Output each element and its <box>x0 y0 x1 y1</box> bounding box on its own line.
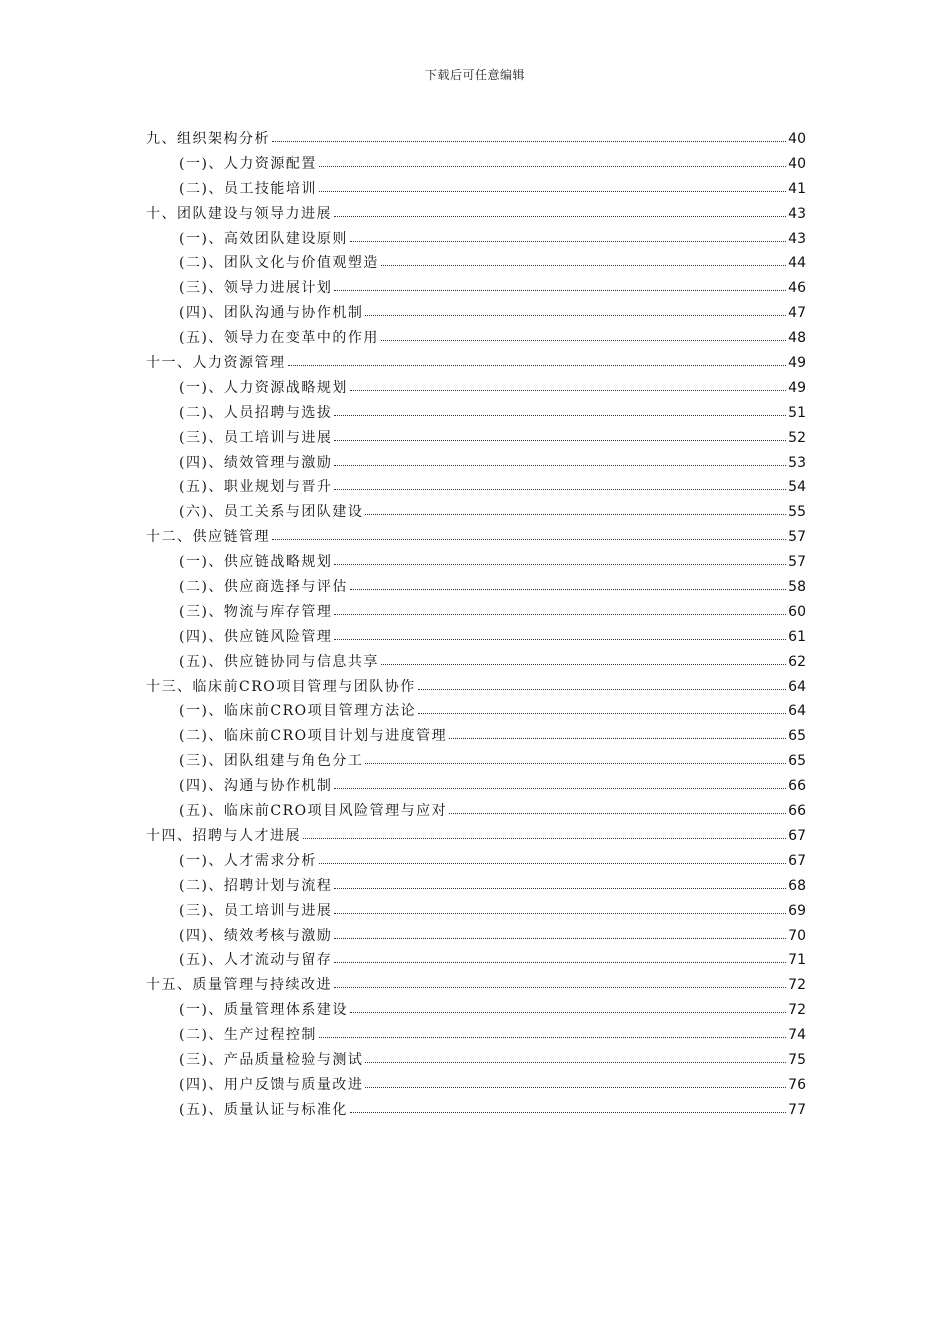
toc-page-number: 71 <box>788 952 806 969</box>
toc-entry-title: (四)、绩效考核与激励 <box>179 927 333 944</box>
toc-entry-title: (三)、员工培训与进展 <box>179 429 333 446</box>
dot-leader <box>334 563 786 565</box>
dot-leader <box>365 1086 786 1088</box>
toc-section-entry[interactable] <box>146 277 806 302</box>
toc-entry-title: (五)、供应链协同与信息共享 <box>179 653 379 670</box>
dot-leader <box>319 862 786 864</box>
toc-section-entry[interactable] <box>146 476 806 501</box>
toc-entry-title: (一)、临床前CRO项目管理方法论 <box>179 703 417 720</box>
toc-entry-title: (一)、人力资源战略规划 <box>179 379 348 396</box>
toc-section-entry[interactable] <box>146 576 806 601</box>
toc-section-entry[interactable] <box>146 153 806 178</box>
toc-section-entry[interactable] <box>146 925 806 950</box>
dot-leader <box>381 663 786 665</box>
toc-entry-title: (二)、员工技能培训 <box>179 180 317 197</box>
toc-page-number: 43 <box>788 230 806 247</box>
toc-entry-title: (三)、团队组建与角色分工 <box>179 753 364 770</box>
dot-leader <box>350 389 786 391</box>
dot-leader <box>319 190 786 192</box>
toc-page-number: 75 <box>788 1051 806 1068</box>
toc-entry-title: (二)、供应商选择与评估 <box>179 579 348 596</box>
dot-leader <box>272 140 786 142</box>
dot-leader <box>350 1111 786 1113</box>
toc-section-entry[interactable] <box>146 377 806 402</box>
toc-entry-title: 十二、供应链管理 <box>146 529 270 546</box>
dot-leader <box>334 439 786 441</box>
dot-leader <box>365 1061 786 1063</box>
dot-leader <box>319 165 786 167</box>
toc-section-entry[interactable] <box>146 750 806 775</box>
toc-page-number: 74 <box>788 1027 806 1044</box>
dot-leader <box>350 1011 786 1013</box>
toc-section-entry[interactable] <box>146 228 806 253</box>
toc-page-number: 72 <box>788 1002 806 1019</box>
dot-leader <box>365 314 786 316</box>
dot-leader <box>334 488 786 490</box>
toc-chapter-entry[interactable] <box>146 526 806 551</box>
toc-section-entry[interactable] <box>146 551 806 576</box>
toc-entry-title: (三)、领导力进展计划 <box>179 280 333 297</box>
toc-page-number: 69 <box>788 902 806 919</box>
toc-page-number: 48 <box>788 330 806 347</box>
toc-page-number: 43 <box>788 205 806 222</box>
dot-leader <box>334 887 786 889</box>
toc-page-number: 40 <box>788 155 806 172</box>
toc-page-number: 54 <box>788 479 806 496</box>
toc-page-number: 40 <box>788 131 806 147</box>
toc-entry-title: 十一、人力资源管理 <box>146 355 286 372</box>
dot-leader <box>334 414 786 416</box>
toc-page-number: 51 <box>788 404 806 421</box>
toc-section-entry[interactable] <box>146 850 806 875</box>
toc-section-entry[interactable] <box>146 1099 806 1124</box>
dot-leader <box>334 638 786 640</box>
toc-page-number: 66 <box>788 778 806 795</box>
toc-section-entry[interactable] <box>146 501 806 526</box>
toc-page-number: 60 <box>788 603 806 620</box>
dot-leader <box>334 787 786 789</box>
toc-entry-title: (一)、人力资源配置 <box>179 155 317 172</box>
toc-entry-title: (二)、临床前CRO项目计划与进度管理 <box>179 728 448 745</box>
toc-section-entry[interactable] <box>146 775 806 800</box>
toc-section-entry[interactable] <box>146 700 806 725</box>
toc-page-number: 44 <box>788 255 806 272</box>
toc-entry-title: (五)、领导力在变革中的作用 <box>179 330 379 347</box>
toc-section-entry[interactable] <box>146 1049 806 1074</box>
toc-entry-title: (二)、人员招聘与选拔 <box>179 404 333 421</box>
toc-entry-title: (二)、团队文化与价值观塑造 <box>179 255 379 272</box>
toc-page-number: 49 <box>788 379 806 396</box>
toc-section-entry[interactable] <box>146 949 806 974</box>
toc-page-number: 62 <box>788 653 806 670</box>
dot-leader <box>418 712 786 714</box>
dot-leader <box>365 513 786 515</box>
toc-entry-title: (四)、团队沟通与协作机制 <box>179 305 364 322</box>
toc-entry-title: (六)、员工关系与团队建设 <box>179 504 364 521</box>
toc-section-entry[interactable] <box>146 725 806 750</box>
toc-entry-title: (四)、供应链风险管理 <box>179 628 333 645</box>
toc-section-entry[interactable] <box>146 651 806 676</box>
toc-chapter-entry[interactable] <box>146 676 806 701</box>
dot-leader <box>319 1036 786 1038</box>
toc-chapter-entry[interactable] <box>146 352 806 377</box>
toc-entry-title: 九、组织架构分析 <box>146 131 270 147</box>
dot-leader <box>334 613 786 615</box>
table-of-contents <box>146 128 806 1124</box>
dot-leader <box>418 688 786 690</box>
dot-leader <box>449 812 786 814</box>
toc-entry-title: (五)、人才流动与留存 <box>179 952 333 969</box>
toc-page-number: 67 <box>788 827 806 844</box>
toc-page-number: 49 <box>788 355 806 372</box>
toc-page-number: 46 <box>788 280 806 297</box>
toc-section-entry[interactable] <box>146 302 806 327</box>
toc-section-entry[interactable] <box>146 626 806 651</box>
toc-page-number: 53 <box>788 454 806 471</box>
dot-leader <box>449 737 786 739</box>
toc-page-number: 68 <box>788 877 806 894</box>
toc-entry-title: (四)、绩效管理与激励 <box>179 454 333 471</box>
toc-page-number: 64 <box>788 703 806 720</box>
dot-leader <box>334 215 786 217</box>
dot-leader <box>381 339 786 341</box>
toc-entry-title: (一)、质量管理体系建设 <box>179 1002 348 1019</box>
dot-leader <box>334 961 786 963</box>
toc-section-entry[interactable] <box>146 252 806 277</box>
dot-leader <box>350 588 786 590</box>
toc-section-entry[interactable] <box>146 875 806 900</box>
toc-entry-title: (二)、招聘计划与流程 <box>179 877 333 894</box>
dot-leader <box>365 762 786 764</box>
toc-page-number: 57 <box>788 529 806 546</box>
toc-section-entry[interactable] <box>146 327 806 352</box>
toc-entry-title: (一)、人才需求分析 <box>179 852 317 869</box>
toc-page-number: 65 <box>788 728 806 745</box>
dot-leader <box>381 264 786 266</box>
toc-entry-title: 十三、临床前CRO项目管理与团队协作 <box>146 678 416 695</box>
toc-entry-title: (一)、高效团队建设原则 <box>179 230 348 247</box>
toc-section-entry[interactable] <box>146 402 806 427</box>
dot-leader <box>334 464 786 466</box>
toc-page-number: 52 <box>788 429 806 446</box>
toc-entry-title: (四)、沟通与协作机制 <box>179 778 333 795</box>
toc-section-entry[interactable] <box>146 452 806 477</box>
toc-section-entry[interactable] <box>146 178 806 203</box>
dot-leader <box>334 937 786 939</box>
toc-entry-title: (三)、物流与库存管理 <box>179 603 333 620</box>
toc-page-number: 55 <box>788 504 806 521</box>
toc-page-number: 61 <box>788 628 806 645</box>
toc-page-number: 66 <box>788 803 806 820</box>
dot-leader <box>334 986 786 988</box>
toc-chapter-entry[interactable] <box>146 128 806 153</box>
toc-section-entry[interactable] <box>146 601 806 626</box>
toc-page-number: 65 <box>788 753 806 770</box>
dot-leader <box>350 240 786 242</box>
toc-page-number: 70 <box>788 927 806 944</box>
dot-leader <box>303 837 786 839</box>
toc-page-number: 72 <box>788 977 806 994</box>
toc-entry-title: (五)、职业规划与晋升 <box>179 479 333 496</box>
toc-section-entry[interactable] <box>146 427 806 452</box>
toc-section-entry[interactable] <box>146 800 806 825</box>
toc-chapter-entry[interactable] <box>146 825 806 850</box>
page-header: 下载后可任意编辑 <box>424 68 525 82</box>
toc-entry-title: (四)、用户反馈与质量改进 <box>179 1076 364 1093</box>
toc-page-number: 58 <box>788 579 806 596</box>
toc-entry-title: (一)、供应链战略规划 <box>179 554 333 571</box>
toc-page-number: 41 <box>788 180 806 197</box>
toc-entry-title: (五)、临床前CRO项目风险管理与应对 <box>179 803 448 820</box>
toc-entry-title: 十五、质量管理与持续改进 <box>146 977 332 994</box>
toc-entry-title: (五)、质量认证与标准化 <box>179 1101 348 1118</box>
toc-page-number: 67 <box>788 852 806 869</box>
toc-chapter-entry[interactable] <box>146 974 806 999</box>
toc-page-number: 57 <box>788 554 806 571</box>
toc-page-number: 77 <box>788 1101 806 1118</box>
dot-leader <box>334 289 786 291</box>
toc-page-number: 47 <box>788 305 806 322</box>
dot-leader <box>272 538 786 540</box>
toc-page-number: 76 <box>788 1076 806 1093</box>
toc-section-entry[interactable] <box>146 1074 806 1099</box>
dot-leader <box>288 364 787 366</box>
toc-entry-title: (三)、员工培训与进展 <box>179 902 333 919</box>
toc-section-entry[interactable] <box>146 999 806 1024</box>
toc-section-entry[interactable] <box>146 900 806 925</box>
toc-page-number: 64 <box>788 678 806 695</box>
toc-entry-title: (三)、产品质量检验与测试 <box>179 1051 364 1068</box>
toc-entry-title: 十四、招聘与人才进展 <box>146 827 301 844</box>
toc-chapter-entry[interactable] <box>146 203 806 228</box>
dot-leader <box>334 912 786 914</box>
toc-section-entry[interactable] <box>146 1024 806 1049</box>
toc-entry-title: (二)、生产过程控制 <box>179 1027 317 1044</box>
toc-entry-title: 十、团队建设与领导力进展 <box>146 205 332 222</box>
